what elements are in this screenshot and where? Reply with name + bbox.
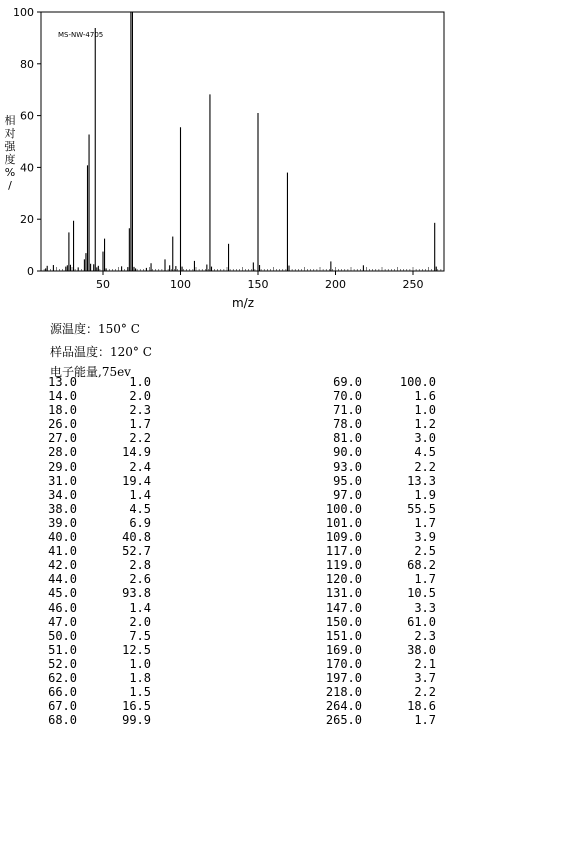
intensity-value: 3.3 [414,600,436,615]
mz-value: 78.0 [333,417,362,432]
mz-value: 95.0 [333,473,362,488]
peak-table-row [320,445,440,459]
intensity-value: 2.1 [414,656,436,671]
peak-table-row [320,417,440,431]
peak-table-row [320,544,440,558]
spectrum-id-annotation: MS-NW-4705 [58,31,104,39]
mz-value: 81.0 [333,431,362,446]
mz-value: 120.0 [325,572,362,587]
source-temperature: 源温度：150° C [50,322,140,336]
peak-table-row [44,713,154,727]
intensity-value: 7.5 [129,628,151,643]
peak-table-row [44,657,154,671]
x-tick-label: 250 [402,278,424,291]
mz-value: 13.0 [48,375,77,389]
svg-text:对: 对 [4,127,16,140]
svg-text:相: 相 [4,114,16,127]
svg-text:/: / [8,179,12,192]
y-tick-label: 0 [27,265,34,278]
peak-table-row [320,586,440,600]
peak-table-left [44,375,154,727]
mz-value: 52.0 [48,656,77,671]
mz-value: 151.0 [325,628,362,643]
peak-table-row [44,671,154,685]
peak-table-row [44,601,154,615]
x-minor-ticks [41,267,444,271]
mz-value: 26.0 [48,417,77,432]
y-tick-label: 80 [20,57,34,71]
mz-value: 44.0 [48,572,77,587]
mz-value: 117.0 [325,544,362,559]
intensity-value: 12.5 [122,642,151,657]
intensity-value: 38.0 [407,642,436,657]
intensity-value: 14.9 [122,445,151,460]
peak-table-row [44,502,154,516]
intensity-value: 1.2 [414,417,436,432]
intensity-value: 13.3 [407,473,436,488]
mz-value: 40.0 [48,530,77,545]
intensity-value: 1.0 [414,403,436,418]
peak-table-row [320,615,440,629]
mz-value: 71.0 [333,403,362,418]
intensity-value: 52.7 [122,544,151,559]
intensity-value: 1.9 [414,487,436,502]
peak-table-row [320,502,440,516]
mz-value: 119.0 [325,558,362,573]
peak-table-row [44,431,154,445]
y-axis-label [5,113,17,192]
intensity-value: 6.9 [129,515,151,530]
mz-value: 46.0 [48,600,77,615]
mz-value: 51.0 [48,642,77,657]
mz-value: 41.0 [48,544,77,559]
intensity-value: 1.7 [414,572,436,587]
peak-table-row [44,558,154,572]
peak-table-row [320,699,440,713]
y-tick-label: 40 [20,161,34,175]
mz-value: 131.0 [325,586,362,601]
mz-value: 265.0 [325,713,362,728]
mz-value: 170.0 [325,656,362,671]
peak-table-row [320,375,440,389]
intensity-value: 68.2 [407,558,436,573]
peak-table-row [320,389,440,403]
peak-table-row [44,699,154,713]
peak-table-row [320,572,440,586]
y-tick-label: 100 [13,6,34,19]
mz-value: 47.0 [48,614,77,629]
mz-value: 90.0 [333,445,362,460]
intensity-value: 1.0 [129,656,151,671]
x-axis-label: m/z [231,296,255,310]
mz-value: 42.0 [48,558,77,573]
intensity-value: 2.2 [414,685,436,700]
plot-frame [41,12,444,271]
intensity-value: 2.8 [129,558,151,573]
x-tick-label: 100 [170,278,191,291]
x-tick-label: 200 [325,278,346,291]
intensity-value: 100.0 [399,375,436,389]
peak-table-row [44,474,154,488]
intensity-value: 55.5 [407,501,436,516]
intensity-value: 18.6 [407,699,436,714]
mass-spectrum-chart [0,0,570,318]
intensity-value: 4.5 [129,501,151,516]
peak-table-row [44,389,154,403]
mz-value: 100.0 [325,501,362,516]
peak-table-row [44,685,154,699]
mz-value: 28.0 [48,445,77,460]
svg-text:强: 强 [4,140,16,153]
mz-value: 38.0 [48,501,77,516]
peak-table-row [44,516,154,530]
mz-value: 109.0 [325,530,362,545]
mz-value: 45.0 [48,586,77,601]
peak-table-row [320,431,440,445]
intensity-value: 10.5 [407,586,436,601]
svg-text:%: % [4,166,16,179]
intensity-value: 1.6 [414,389,436,404]
intensity-value: 3.9 [414,530,436,545]
peak-table-row [320,474,440,488]
peak-table-row [44,375,154,389]
intensity-value: 3.0 [414,431,436,446]
intensity-value: 2.5 [414,544,436,559]
intensity-value: 2.3 [129,403,151,418]
intensity-value: 3.7 [414,670,436,685]
peak-table-row [320,516,440,530]
peak-table-row [44,403,154,417]
sample-temperature: 样品温度：120° C [50,345,152,359]
mz-value: 50.0 [48,628,77,643]
mz-value: 101.0 [325,515,362,530]
mz-value: 169.0 [325,642,362,657]
peak-table-row [320,643,440,657]
svg-text:度: 度 [4,153,16,166]
peak-table-row [320,629,440,643]
peak-table-row [44,460,154,474]
mz-value: 27.0 [48,431,77,446]
peak-bars [46,12,437,271]
mz-value: 18.0 [48,403,77,418]
intensity-value: 61.0 [407,614,436,629]
peak-table-row [44,417,154,431]
intensity-value: 1.0 [129,375,151,389]
y-tick-label: 20 [20,213,34,227]
peak-table-right [320,375,440,727]
mz-value: 29.0 [48,459,77,474]
peak-table-row [320,657,440,671]
mz-value: 14.0 [48,389,77,404]
intensity-value: 1.8 [129,670,151,685]
peak-table-row [44,530,154,544]
mz-value: 264.0 [325,699,362,714]
mz-value: 70.0 [333,389,362,404]
mz-value: 39.0 [48,515,77,530]
intensity-value: 1.7 [414,713,436,728]
x-tick-label: 150 [247,278,269,291]
peak-table-row [320,488,440,502]
peak-table-row [44,586,154,600]
mz-value: 93.0 [333,459,362,474]
peak-table-row [320,403,440,417]
intensity-value: 19.4 [122,473,151,488]
intensity-value: 2.2 [129,431,151,446]
intensity-value: 2.2 [414,459,436,474]
peak-table-row [44,615,154,629]
intensity-value: 2.0 [129,614,151,629]
intensity-value: 93.8 [122,586,151,601]
intensity-value: 4.5 [414,445,436,460]
mz-value: 69.0 [333,375,362,389]
peak-table-row [44,488,154,502]
mz-value: 34.0 [48,487,77,502]
intensity-value: 1.5 [129,685,151,700]
intensity-value: 2.6 [129,572,151,587]
mz-value: 197.0 [325,670,362,685]
intensity-value: 16.5 [122,699,151,714]
peak-table-row [44,544,154,558]
mz-value: 147.0 [325,600,362,615]
intensity-value: 2.3 [414,628,436,643]
peak-table-row [320,601,440,615]
mz-value: 218.0 [325,685,362,700]
intensity-value: 1.4 [129,600,151,615]
peak-table-row [44,572,154,586]
intensity-value: 2.4 [129,459,151,474]
peak-table-row [320,558,440,572]
peak-table-row [320,530,440,544]
x-tick-label: 50 [96,278,110,291]
peak-table-row [44,643,154,657]
peak-table-row [320,671,440,685]
intensity-value: 1.7 [414,515,436,530]
intensity-value: 1.4 [129,487,151,502]
mz-value: 67.0 [48,699,77,714]
peak-table-row [320,460,440,474]
intensity-value: 1.7 [129,417,151,432]
y-axis-ticks [13,6,41,278]
intensity-value: 99.9 [122,713,151,728]
mz-value: 97.0 [333,487,362,502]
mz-value: 31.0 [48,473,77,488]
x-axis-ticks [96,271,424,291]
mz-value: 66.0 [48,685,77,700]
intensity-value: 2.0 [129,389,151,404]
intensity-value: 40.8 [122,530,151,545]
peak-table-row [44,629,154,643]
y-tick-label: 60 [20,109,34,123]
mz-value: 150.0 [325,614,362,629]
mz-value: 68.0 [48,713,77,728]
electron-energy: 电子能量,75ev [50,365,131,379]
peak-table-row [320,713,440,727]
peak-table-row [44,445,154,459]
peak-table-row [320,685,440,699]
mz-value: 62.0 [48,670,77,685]
